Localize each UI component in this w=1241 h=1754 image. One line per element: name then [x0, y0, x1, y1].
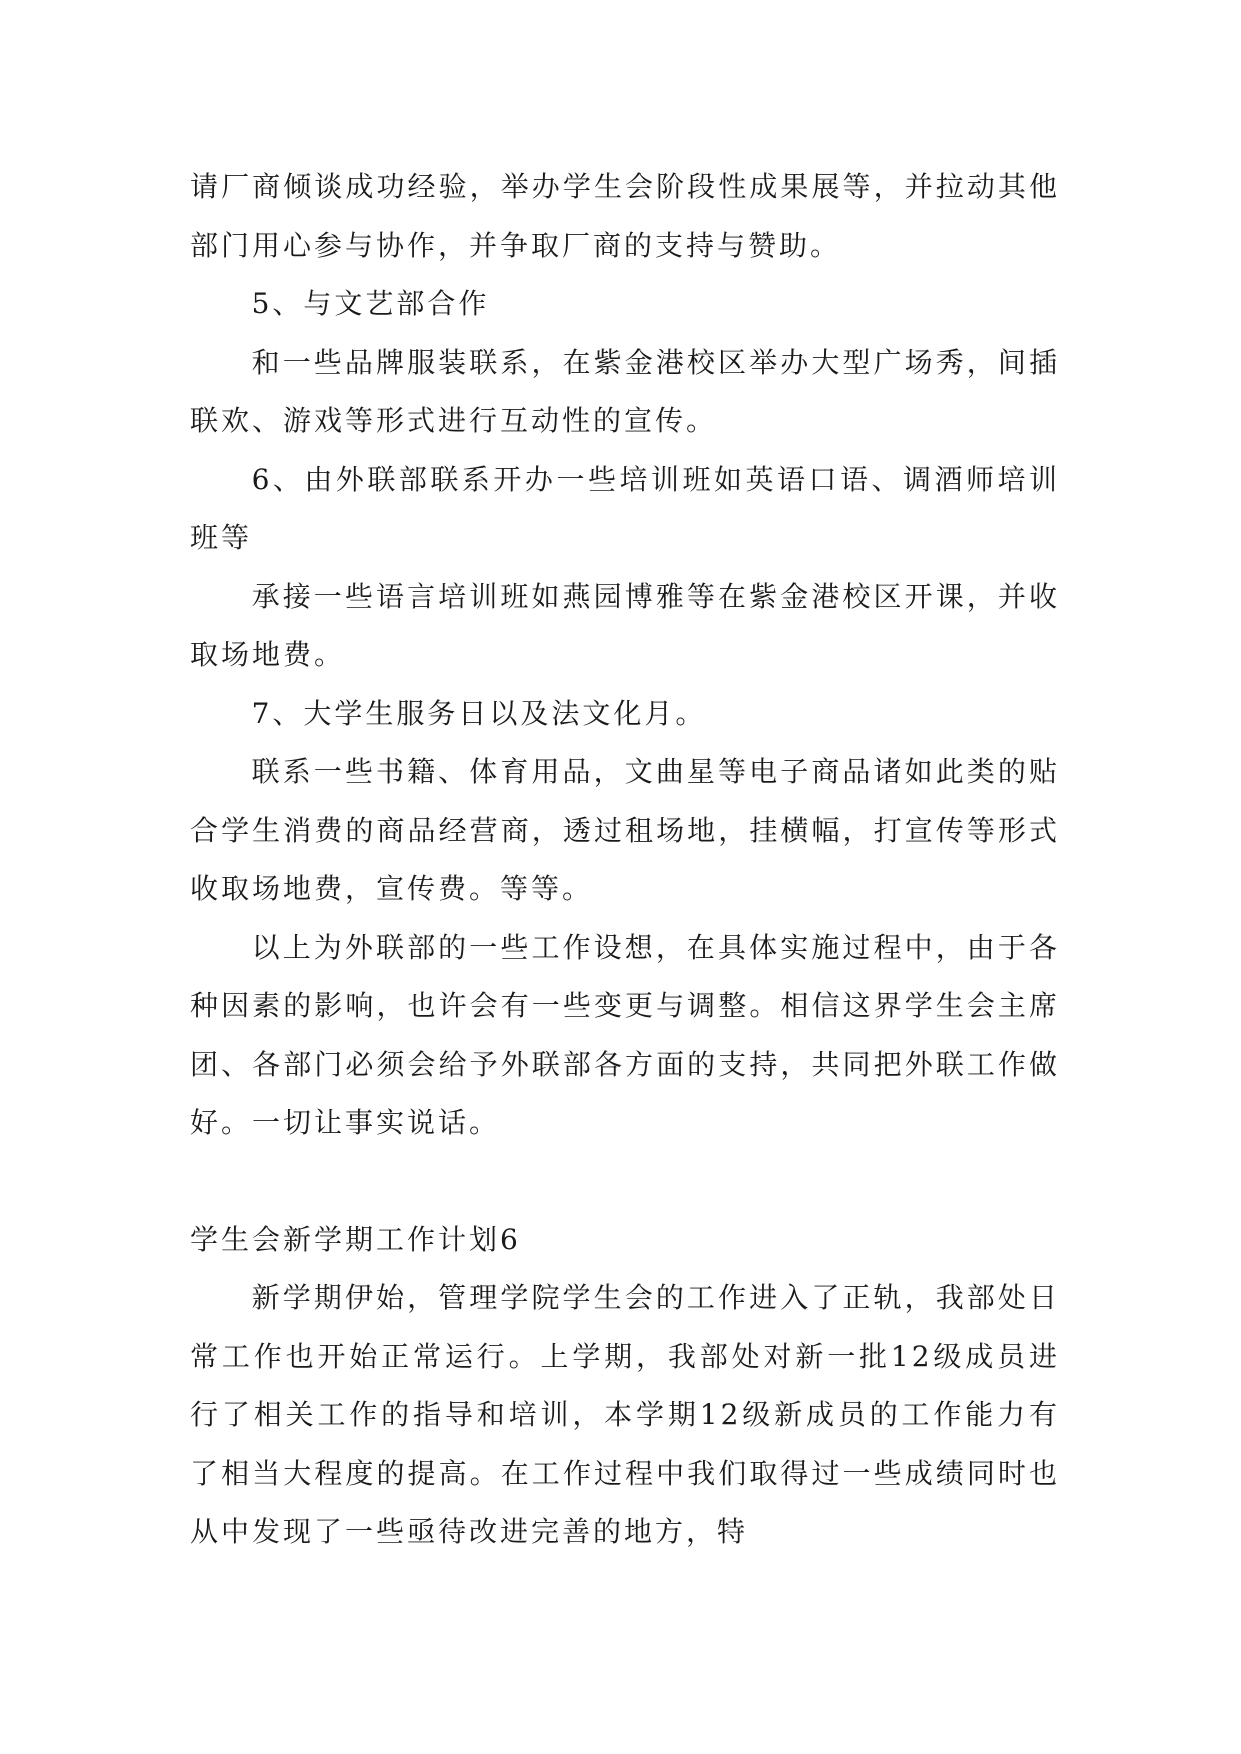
- paragraph: 和一些品牌服装联系，在紫金港校区举办大型广场秀，间插联欢、游戏等形式进行互动性的宣传。: [190, 345, 1060, 437]
- paragraph: 以上为外联部的一些工作设想，在具体实施过程中，由于各种因素的影响，也许会有一些变更与调整。相信这界学生会主席团、各部门必须会给予外联部各方面的支持，共同把外联工作做好。一切让事实说话。: [190, 930, 1060, 1139]
- list-heading: 6、由外联部联系开办一些培训班如英语口语、调酒师培训班等: [190, 462, 1060, 554]
- paragraph: 联系一些书籍、体育用品，文曲星等电子商品诸如此类的贴合学生消费的商品经营商，透过租场地，挂横幅，打宣传等形式收取场地费，宣传费。等等。: [190, 755, 1060, 905]
- section-title: 学生会新学期工作计划6: [190, 1222, 521, 1256]
- list-heading: 7、大学生服务日以及法文化月。: [251, 696, 707, 730]
- list-heading: 5、与文艺部合作: [251, 287, 490, 320]
- paragraph: 请厂商倾谈成功经验，举办学生会阶段性成果展等，并拉动其他部门用心参与协作，并争取厂商的支持与赞助。: [190, 170, 1060, 262]
- paragraph: 新学期伊始，管理学院学生会的工作进入了正轨，我部处日常工作也开始正常运行。上学期，我部处对新一批12级成员进行了相关工作的指导和培训，本学期12级新成员的工作能力有了相当大程度的提高。在工作过程中我们取得过一些成绩同时也从中发现了一些亟待改进完善的地方，特: [190, 1281, 1060, 1548]
- document-body: [190, 158, 1060, 1562]
- paragraph: 承接一些语言培训班如燕园博雅等在紫金港校区开课，并收取场地费。: [190, 579, 1060, 671]
